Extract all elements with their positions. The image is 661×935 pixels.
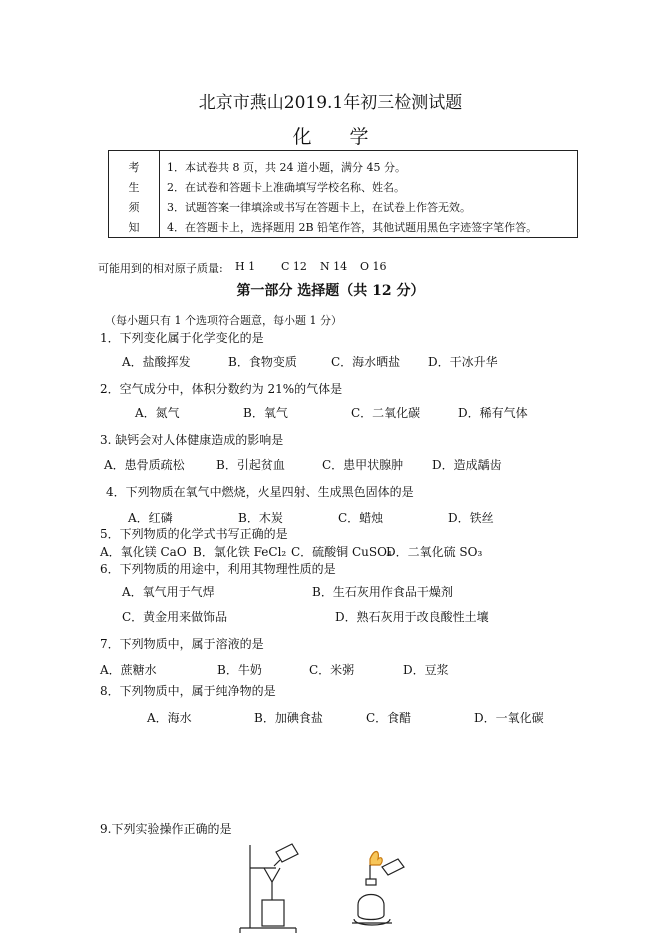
option: C．海水晒盐: [331, 355, 401, 369]
option: D．干冰升华: [428, 355, 498, 369]
option: D．豆浆: [403, 663, 449, 677]
notice-rule: 3．试题答案一律填涂或书写在答题卡上，在试卷上作答无效。: [167, 201, 471, 214]
option: C．蜡烛: [338, 511, 384, 525]
subject-title: 化 学: [292, 126, 385, 148]
notice-rule: 4．在答题卡上，选择题用 2B 铅笔作答，其他试题用黑色字迹签字笔作答。: [167, 221, 538, 234]
option: D．熟石灰用于改良酸性土壤: [335, 610, 489, 624]
option: A．氮气: [135, 406, 180, 420]
option: C．食醋: [366, 711, 412, 725]
exam-notice-box: [108, 150, 578, 238]
atomic-mass-value: N 14: [320, 260, 348, 273]
option: B．加碘食盐: [254, 711, 323, 725]
notice-label: [109, 151, 160, 237]
option: B．牛奶: [217, 663, 262, 677]
notice-rule: 1．本试卷共 8 页，共 24 道小题，满分 45 分。: [167, 161, 406, 174]
option: A．海水: [147, 711, 192, 725]
option: C．患甲状腺肿: [322, 458, 404, 472]
question-stem: 3. 缺钙会对人体健康造成的影响是: [100, 433, 284, 447]
option: D．二氧化硫 SO₃: [386, 545, 483, 559]
notice-label-char: 须: [128, 201, 140, 214]
option: B．氯化铁 FeCl₂: [193, 545, 287, 559]
question-stem: 8．下列物质中，属于纯净物的是: [100, 684, 276, 698]
atomic-mass-value: O 16: [360, 260, 387, 273]
option: B．生石灰用作食品干燥剂: [312, 585, 453, 599]
option: B．氧气: [243, 406, 288, 420]
notice-label-char: 考: [128, 161, 140, 174]
option: B．引起贫血: [216, 458, 285, 472]
option: C．硫酸铜 CuSO₄: [291, 545, 392, 559]
question-stem: 2．空气成分中，体积分数约为 21%的气体是: [100, 382, 343, 396]
section-title: 第一部分 选择题（共 12 分）: [236, 283, 425, 299]
option: A．盐酸挥发: [122, 355, 191, 369]
option: A．氧气用于气焊: [122, 585, 215, 599]
notice-rule: 2．在试卷和答题卡上准确填写学校名称、姓名。: [167, 181, 405, 194]
question-stem: 4．下列物质在氧气中燃烧，火星四射、生成黑色固体的是: [106, 485, 414, 499]
option: C．米粥: [309, 663, 355, 677]
option: C．黄金用来做饰品: [122, 610, 228, 624]
alcohol-lamp-figure: [348, 845, 410, 930]
filtration-apparatus-figure: [236, 840, 316, 935]
option: A．患骨质疏松: [104, 458, 185, 472]
option: B．木炭: [238, 511, 283, 525]
question-stem: 5．下列物质的化学式书写正确的是: [100, 527, 288, 541]
notice-label-char: 知: [128, 221, 140, 234]
option: D．铁丝: [448, 511, 494, 525]
atomic-mass-value: H 1: [235, 260, 256, 273]
option: D．稀有气体: [458, 406, 528, 420]
option: B．食物变质: [228, 355, 297, 369]
question-stem: 7．下列物质中，属于溶液的是: [100, 637, 264, 651]
question-stem: 6．下列物质的用途中，利用其物理性质的是: [100, 562, 336, 576]
option: D．一氧化碳: [474, 711, 544, 725]
page-title: 北京市燕山2019.1年初三检测试题: [198, 93, 463, 113]
option: A．红磷: [128, 511, 173, 525]
option: C．二氧化碳: [351, 406, 421, 420]
option: A．氧化镁 CaO: [100, 545, 187, 559]
option: A．蔗糖水: [100, 663, 157, 677]
question-stem: 9.下列实验操作正确的是: [100, 822, 232, 836]
atomic-mass-label: 可能用到的相对原子质量:: [98, 262, 223, 275]
option: D．造成龋齿: [432, 458, 502, 472]
question-stem: 1．下列变化属于化学变化的是: [100, 331, 264, 345]
atomic-mass-value: C 12: [281, 260, 307, 273]
section-subtitle: （每小题只有 1 个选项符合题意，每小题 1 分）: [105, 314, 342, 327]
notice-label-char: 生: [128, 181, 140, 194]
